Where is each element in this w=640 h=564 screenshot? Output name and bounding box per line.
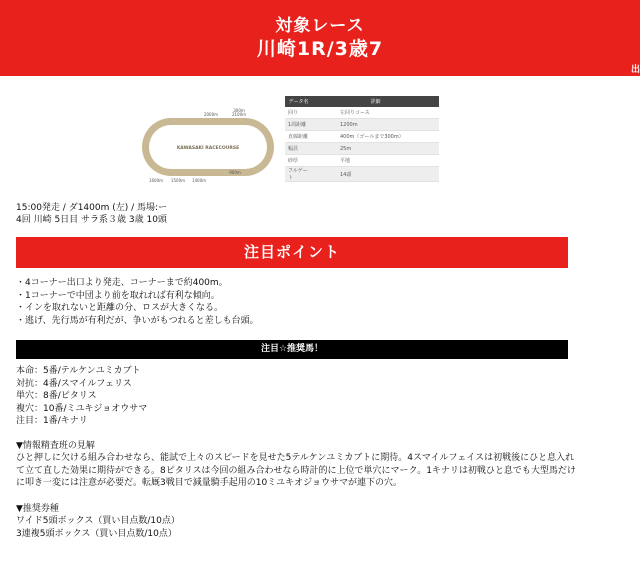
table-cell-value: 左回りコース	[312, 107, 439, 119]
course-label-1600: 1600m	[148, 178, 164, 183]
recommend-picks-list	[16, 365, 147, 428]
list-item: 本命：5番/テルケンユミカブト	[16, 366, 141, 376]
list-item: 3連複5頭ボックス（買い目点数/10点）	[16, 528, 177, 539]
list-item: ・インを取れないと距離の分、ロスが大きくなる。	[16, 303, 224, 313]
list-item: 注目：1番/キナリ	[16, 416, 88, 427]
analysis-body: ひと押しに欠ける組み合わせなら、能試で上々のスピードを見せた5テルケンユミカブトに期待。4スマイルフェイスは初戦後にひと息入れて立て直した効果に期待ができる。8ピタリスは今回の組み合わせなら時計的に上位で単穴にマーク。1キナリは初戦ひと息でも大型馬だけに叩き一変には注意が必要だ。転厩3戦目で減量騎手起用の10ミユキオジョウサマが連下の穴。	[16, 453, 576, 489]
analysis-heading: ▼情報精査班の見解	[16, 441, 95, 451]
table-cell-key: 砂厚	[285, 155, 312, 167]
race-info-line2: 4回 川崎 5日目 サラ系３歳 3歳 10頭	[16, 215, 167, 225]
list-item: 複穴：10番/ミユキジョオウサマ	[16, 403, 148, 414]
header-title: 対象レース	[275, 16, 365, 36]
analysis-section	[16, 440, 576, 490]
header-edge-text: 出	[630, 65, 640, 75]
bets-heading: ▼推奨券種	[16, 504, 59, 514]
table-cell-key: 幅員	[285, 143, 312, 155]
table-header-row	[285, 96, 439, 107]
list-item: ・逃げ、先行馬が有利だが、争いがもつれると差しも台頭。	[16, 315, 259, 326]
table-cell-value: 平地	[312, 155, 439, 167]
list-item: ・4コーナー出口より発走、コーナーまで約400m。	[16, 278, 228, 288]
attention-points-list	[16, 277, 259, 327]
table-cell-key: 回り	[285, 107, 312, 119]
table-row	[285, 155, 439, 167]
course-label-900: 900m	[229, 170, 241, 175]
table-cell-key: フルゲート	[285, 167, 312, 182]
table-row	[285, 167, 439, 182]
recommend-heading: 注目☆推奨馬！	[16, 340, 568, 359]
attention-heading: 注目ポイント	[16, 237, 568, 268]
table-cell-value: 400m（ゴールまで300m）	[312, 131, 439, 143]
table-cell-key: 直線距離	[285, 131, 312, 143]
course-map	[138, 100, 278, 186]
course-data-table	[285, 96, 439, 182]
course-label-2000: 2000m	[203, 112, 219, 117]
table-row	[285, 107, 439, 119]
list-item: ワイド5頭ボックス（買い目点数/10点）	[16, 516, 180, 527]
list-item: 対抗：4番/スマイルフェリス	[16, 378, 132, 389]
table-cell-value: 1200m	[312, 119, 439, 131]
table-header-detail: 詳細	[312, 96, 439, 107]
course-label-1500: 1500m	[170, 178, 186, 183]
race-info-line1: 15:00発走 / ダ1400m (左) / 馬場:ー	[16, 203, 168, 213]
table-cell-value: 25m	[312, 143, 439, 155]
bets-section	[16, 503, 180, 540]
table-cell-key: 1周距離	[285, 119, 312, 131]
table-row	[285, 143, 439, 155]
race-header-banner	[0, 0, 640, 76]
table-row	[285, 131, 439, 143]
table-cell-value: 14頭	[312, 167, 439, 182]
table-header-name: データ名	[285, 96, 312, 107]
race-title: 川崎1R/3歳7	[256, 38, 384, 60]
course-label-300: 300m	[233, 108, 245, 113]
table-row	[285, 119, 439, 131]
list-item: 単穴：8番/ピタリス	[16, 391, 97, 402]
course-name: KAWASAKI RACECOURSE	[176, 146, 240, 151]
course-label-2100: 2100m	[231, 112, 247, 117]
list-item: ・1コーナーで中団より前を取れれば有利な傾向。	[16, 290, 220, 301]
course-label-1400: 1400m	[191, 178, 207, 183]
